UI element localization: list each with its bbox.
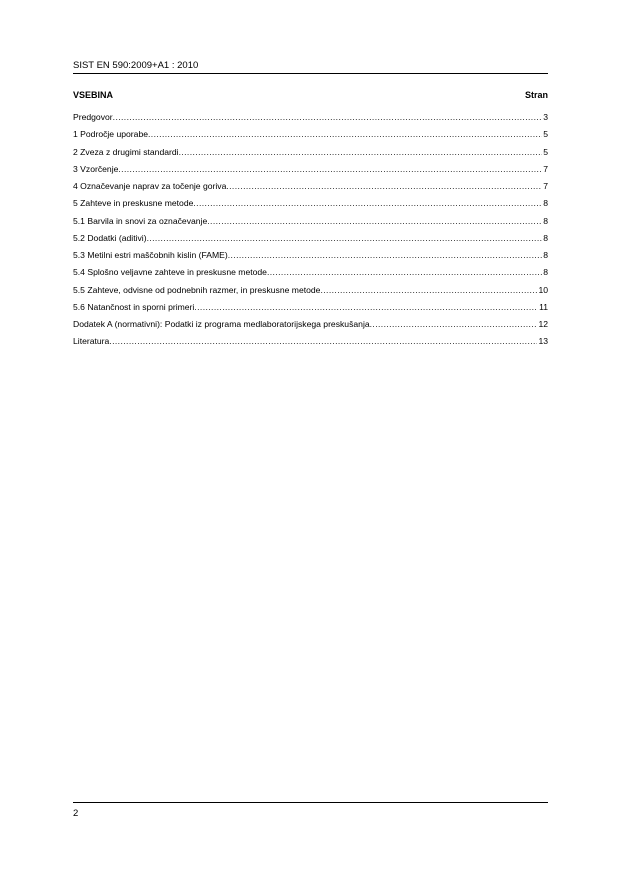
toc-leader-dots [118,164,542,175]
toc-leader-dots [267,267,542,278]
toc-entry-page: 8 [543,250,548,260]
toc-entry-page: 7 [543,163,548,174]
toc-entry-page: 5 [543,129,548,140]
toc-entry-title: 1 Področje uporabe [73,129,149,140]
toc-entry-page: 8 [543,232,548,243]
toc-entry[interactable] [73,147,548,164]
toc-page-column-label: Stran [524,90,548,100]
toc-leader-dots [109,336,537,347]
toc-entry-title: Literatura [73,336,110,347]
toc-entry-title: 5.5 Zahteve, odvisne od podnebnih razmer, in preskusne metode [73,284,321,295]
toc-leader-dots [193,198,542,209]
page-number: 2 [73,808,79,819]
toc-entry-page: 11 [539,301,548,312]
toc-entry-page: 13 [538,336,548,347]
document-id: SIST EN 590:2009+A1 : 2010 [73,60,199,71]
toc-entry-title: 5.4 Splošno veljavne zahteve in preskusne metode [73,267,267,278]
toc-entry-page: 3 [543,112,548,122]
toc-entry[interactable] [73,112,548,129]
toc-entry[interactable] [73,285,548,302]
toc-heading: VSEBINA [73,90,114,100]
toc-leader-dots [194,302,538,313]
toc-entry[interactable] [73,319,548,336]
toc-entry-page: 8 [543,215,548,226]
toc-heading-row [73,89,548,101]
toc-entry-page: 7 [543,181,548,191]
toc-entry[interactable] [73,129,548,146]
toc-entry[interactable] [73,233,548,250]
toc-entry-title: 3 Vzorčenje [73,163,119,174]
toc-entry-page: 8 [543,198,548,209]
toc-leader-dots [147,233,543,244]
toc-leader-dots [148,129,542,140]
toc-entry-title: 5.3 Metilni estri maščobnih kislin (FAME) [73,250,228,260]
toc-entry[interactable] [73,181,548,198]
toc-entry-page: 10 [538,284,548,295]
toc-entry-title: 5.6 Natančnost in sporni primeri [73,301,195,312]
toc-entry-title: 5.1 Barvila in snovi za označevanje [73,215,208,226]
toc-entry-page: 5 [543,146,548,157]
toc-entry-title: 5 Zahteve in preskusne metode [73,198,194,209]
toc-entry-title: Predgovor [73,112,113,122]
toc-entry-title: 2 Zveza z drugimi standardi [73,146,179,157]
toc-leader-dots [320,285,537,296]
toc-leader-dots [179,147,543,158]
toc-entry[interactable] [73,198,548,215]
table-of-contents [73,112,548,354]
toc-leader-dots [207,216,542,227]
footer-divider [73,802,548,803]
toc-leader-dots [226,181,542,192]
toc-entry-title: 5.2 Dodatki (aditivi) [73,232,147,243]
toc-entry-page: 12 [538,319,548,329]
toc-entry[interactable] [73,164,548,181]
toc-entry-page: 8 [543,267,548,278]
toc-entry[interactable] [73,216,548,233]
toc-entry[interactable] [73,250,548,267]
toc-entry-title: Dodatek A (normativni): Podatki iz programa medlaboratorijskega preskušanja [73,319,370,329]
toc-leader-dots [228,250,542,261]
header-divider [73,73,548,74]
toc-entry[interactable] [73,302,548,319]
toc-entry[interactable] [73,267,548,284]
toc-entry-title: 4 Označevanje naprav za točenje goriva [73,181,227,191]
toc-leader-dots [113,112,543,123]
toc-entry[interactable] [73,336,548,353]
toc-leader-dots [370,319,538,330]
